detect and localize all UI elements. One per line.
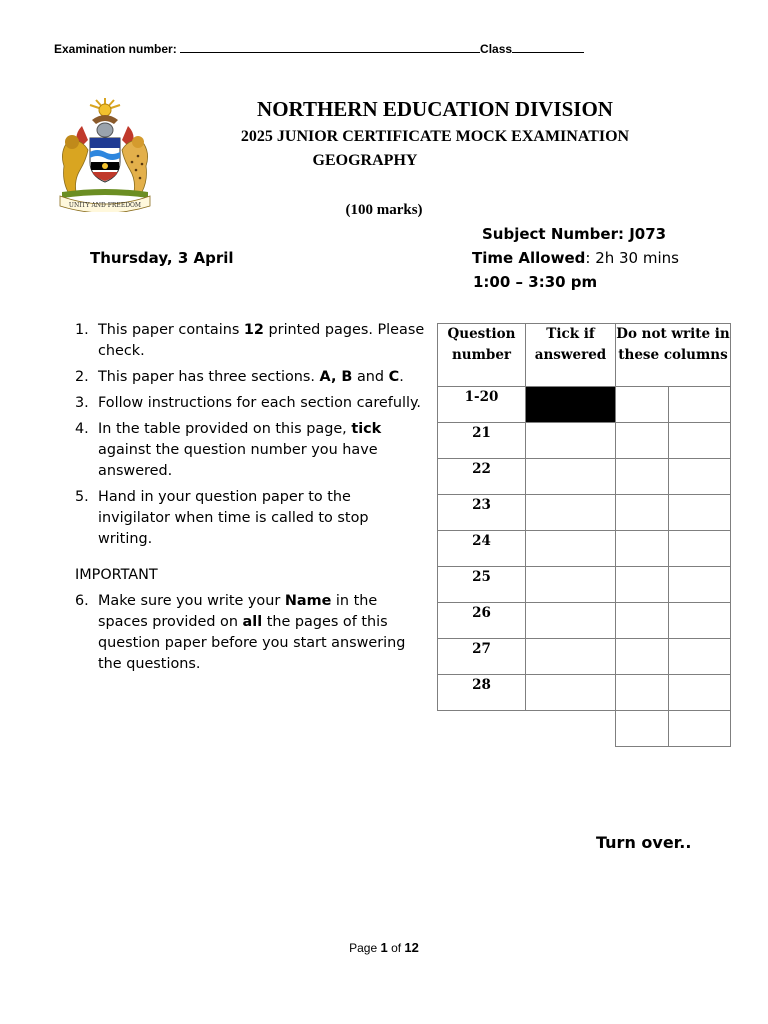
empty-cell xyxy=(526,711,616,747)
exam-number-blank[interactable] xyxy=(180,41,480,53)
examiner-cell xyxy=(669,567,731,603)
table-row xyxy=(438,423,731,459)
class-blank[interactable] xyxy=(512,41,584,53)
of-word: of xyxy=(391,941,402,955)
instruction-item-2: 2. This paper has three sections. A, B and C. xyxy=(75,369,404,385)
header-question-number: Question number xyxy=(438,324,526,387)
table-row xyxy=(438,459,731,495)
tick-cell-shaded xyxy=(526,387,616,423)
tick-cell[interactable] xyxy=(526,495,616,531)
important-heading: IMPORTANT xyxy=(75,567,158,583)
page-number: 1 xyxy=(380,940,388,955)
examiner-cell xyxy=(669,495,731,531)
question-number-cell: 21 xyxy=(438,423,526,459)
exam-number-line xyxy=(54,41,584,56)
page-total: 12 xyxy=(404,940,419,955)
class-label: Class xyxy=(480,42,513,56)
examiner-cell xyxy=(616,567,669,603)
table-row xyxy=(438,675,731,711)
examiner-cell xyxy=(616,495,669,531)
total-marks: (100 marks) xyxy=(345,202,423,218)
tick-cell[interactable] xyxy=(526,603,616,639)
question-number-cell: 25 xyxy=(438,567,526,603)
question-number-cell: 26 xyxy=(438,603,526,639)
question-number-cell: 27 xyxy=(438,639,526,675)
examiner-cell xyxy=(616,675,669,711)
examiner-cell xyxy=(616,459,669,495)
tick-cell[interactable] xyxy=(526,423,616,459)
question-number-cell: 24 xyxy=(438,531,526,567)
examiner-cell xyxy=(616,639,669,675)
table-row xyxy=(438,603,731,639)
examiner-cell xyxy=(669,603,731,639)
question-number-cell: 1-20 xyxy=(438,387,526,423)
instruction-item-1: 1. This paper contains 12 printed pages. Please check. xyxy=(75,322,425,359)
instruction-item-5: 5. Hand in your question paper to the invigilator when time is called to stop writing. xyxy=(75,489,369,547)
examiner-cell xyxy=(616,387,669,423)
examiner-cell xyxy=(616,603,669,639)
tick-cell[interactable] xyxy=(526,675,616,711)
examiner-cell xyxy=(669,531,731,567)
table-row xyxy=(438,567,731,603)
exam-date: Thursday, 3 April xyxy=(90,249,234,267)
table-total-row xyxy=(438,711,731,747)
table-row xyxy=(438,495,731,531)
subject-number: Subject Number: J073 xyxy=(482,225,667,243)
time-allowed xyxy=(472,249,679,267)
table-row xyxy=(438,387,731,423)
subject-title: GEOGRAPHY xyxy=(312,152,418,169)
empty-cell xyxy=(438,711,526,747)
time-allowed-value: : 2h 30 mins xyxy=(585,249,679,267)
table-header-row xyxy=(438,324,731,387)
answer-tracking-table xyxy=(437,323,731,747)
tick-cell[interactable] xyxy=(526,531,616,567)
page-footer xyxy=(0,940,768,955)
examiner-cell xyxy=(669,459,731,495)
instruction-item-6: 6. Make sure you write your Name in the spaces provided on all the pages of this question paper before you start answering the questions. xyxy=(75,593,406,672)
exam-title: 2025 JUNIOR CERTIFICATE MOCK EXAMINATION xyxy=(240,128,630,145)
table-row xyxy=(438,531,731,567)
page-word: Page xyxy=(349,941,378,955)
examiner-cell xyxy=(669,387,731,423)
time-range: 1:00 – 3:30 pm xyxy=(473,273,598,291)
time-allowed-label: Time Allowed xyxy=(472,249,586,267)
question-number-cell: 28 xyxy=(438,675,526,711)
total-cell xyxy=(616,711,669,747)
examiner-cell xyxy=(616,423,669,459)
question-number-cell: 22 xyxy=(438,459,526,495)
table-row xyxy=(438,639,731,675)
crest-motto: UNITY AND FREEDOM xyxy=(68,202,142,209)
coat-of-arms-icon xyxy=(52,96,158,212)
tick-cell[interactable] xyxy=(526,639,616,675)
examiner-cell xyxy=(669,423,731,459)
instruction-item-3: 3. Follow instructions for each section carefully. xyxy=(75,395,422,411)
tick-cell[interactable] xyxy=(526,567,616,603)
question-number-cell: 23 xyxy=(438,495,526,531)
instructions-list xyxy=(75,320,425,680)
tick-cell[interactable] xyxy=(526,459,616,495)
examiner-cell xyxy=(616,531,669,567)
examiner-cell xyxy=(669,639,731,675)
total-cell xyxy=(669,711,731,747)
exam-number-label: Examination number: xyxy=(54,42,177,56)
header-tick-if-answered: Tick if answered xyxy=(526,324,616,387)
examiner-cell xyxy=(669,675,731,711)
header-do-not-write: Do not write in these columns xyxy=(616,324,731,387)
instruction-item-4: 4. In the table provided on this page, tick against the question number you have answered. xyxy=(75,421,382,479)
turn-over-note: Turn over.. xyxy=(596,833,692,852)
division-title: NORTHERN EDUCATION DIVISION xyxy=(257,97,613,121)
